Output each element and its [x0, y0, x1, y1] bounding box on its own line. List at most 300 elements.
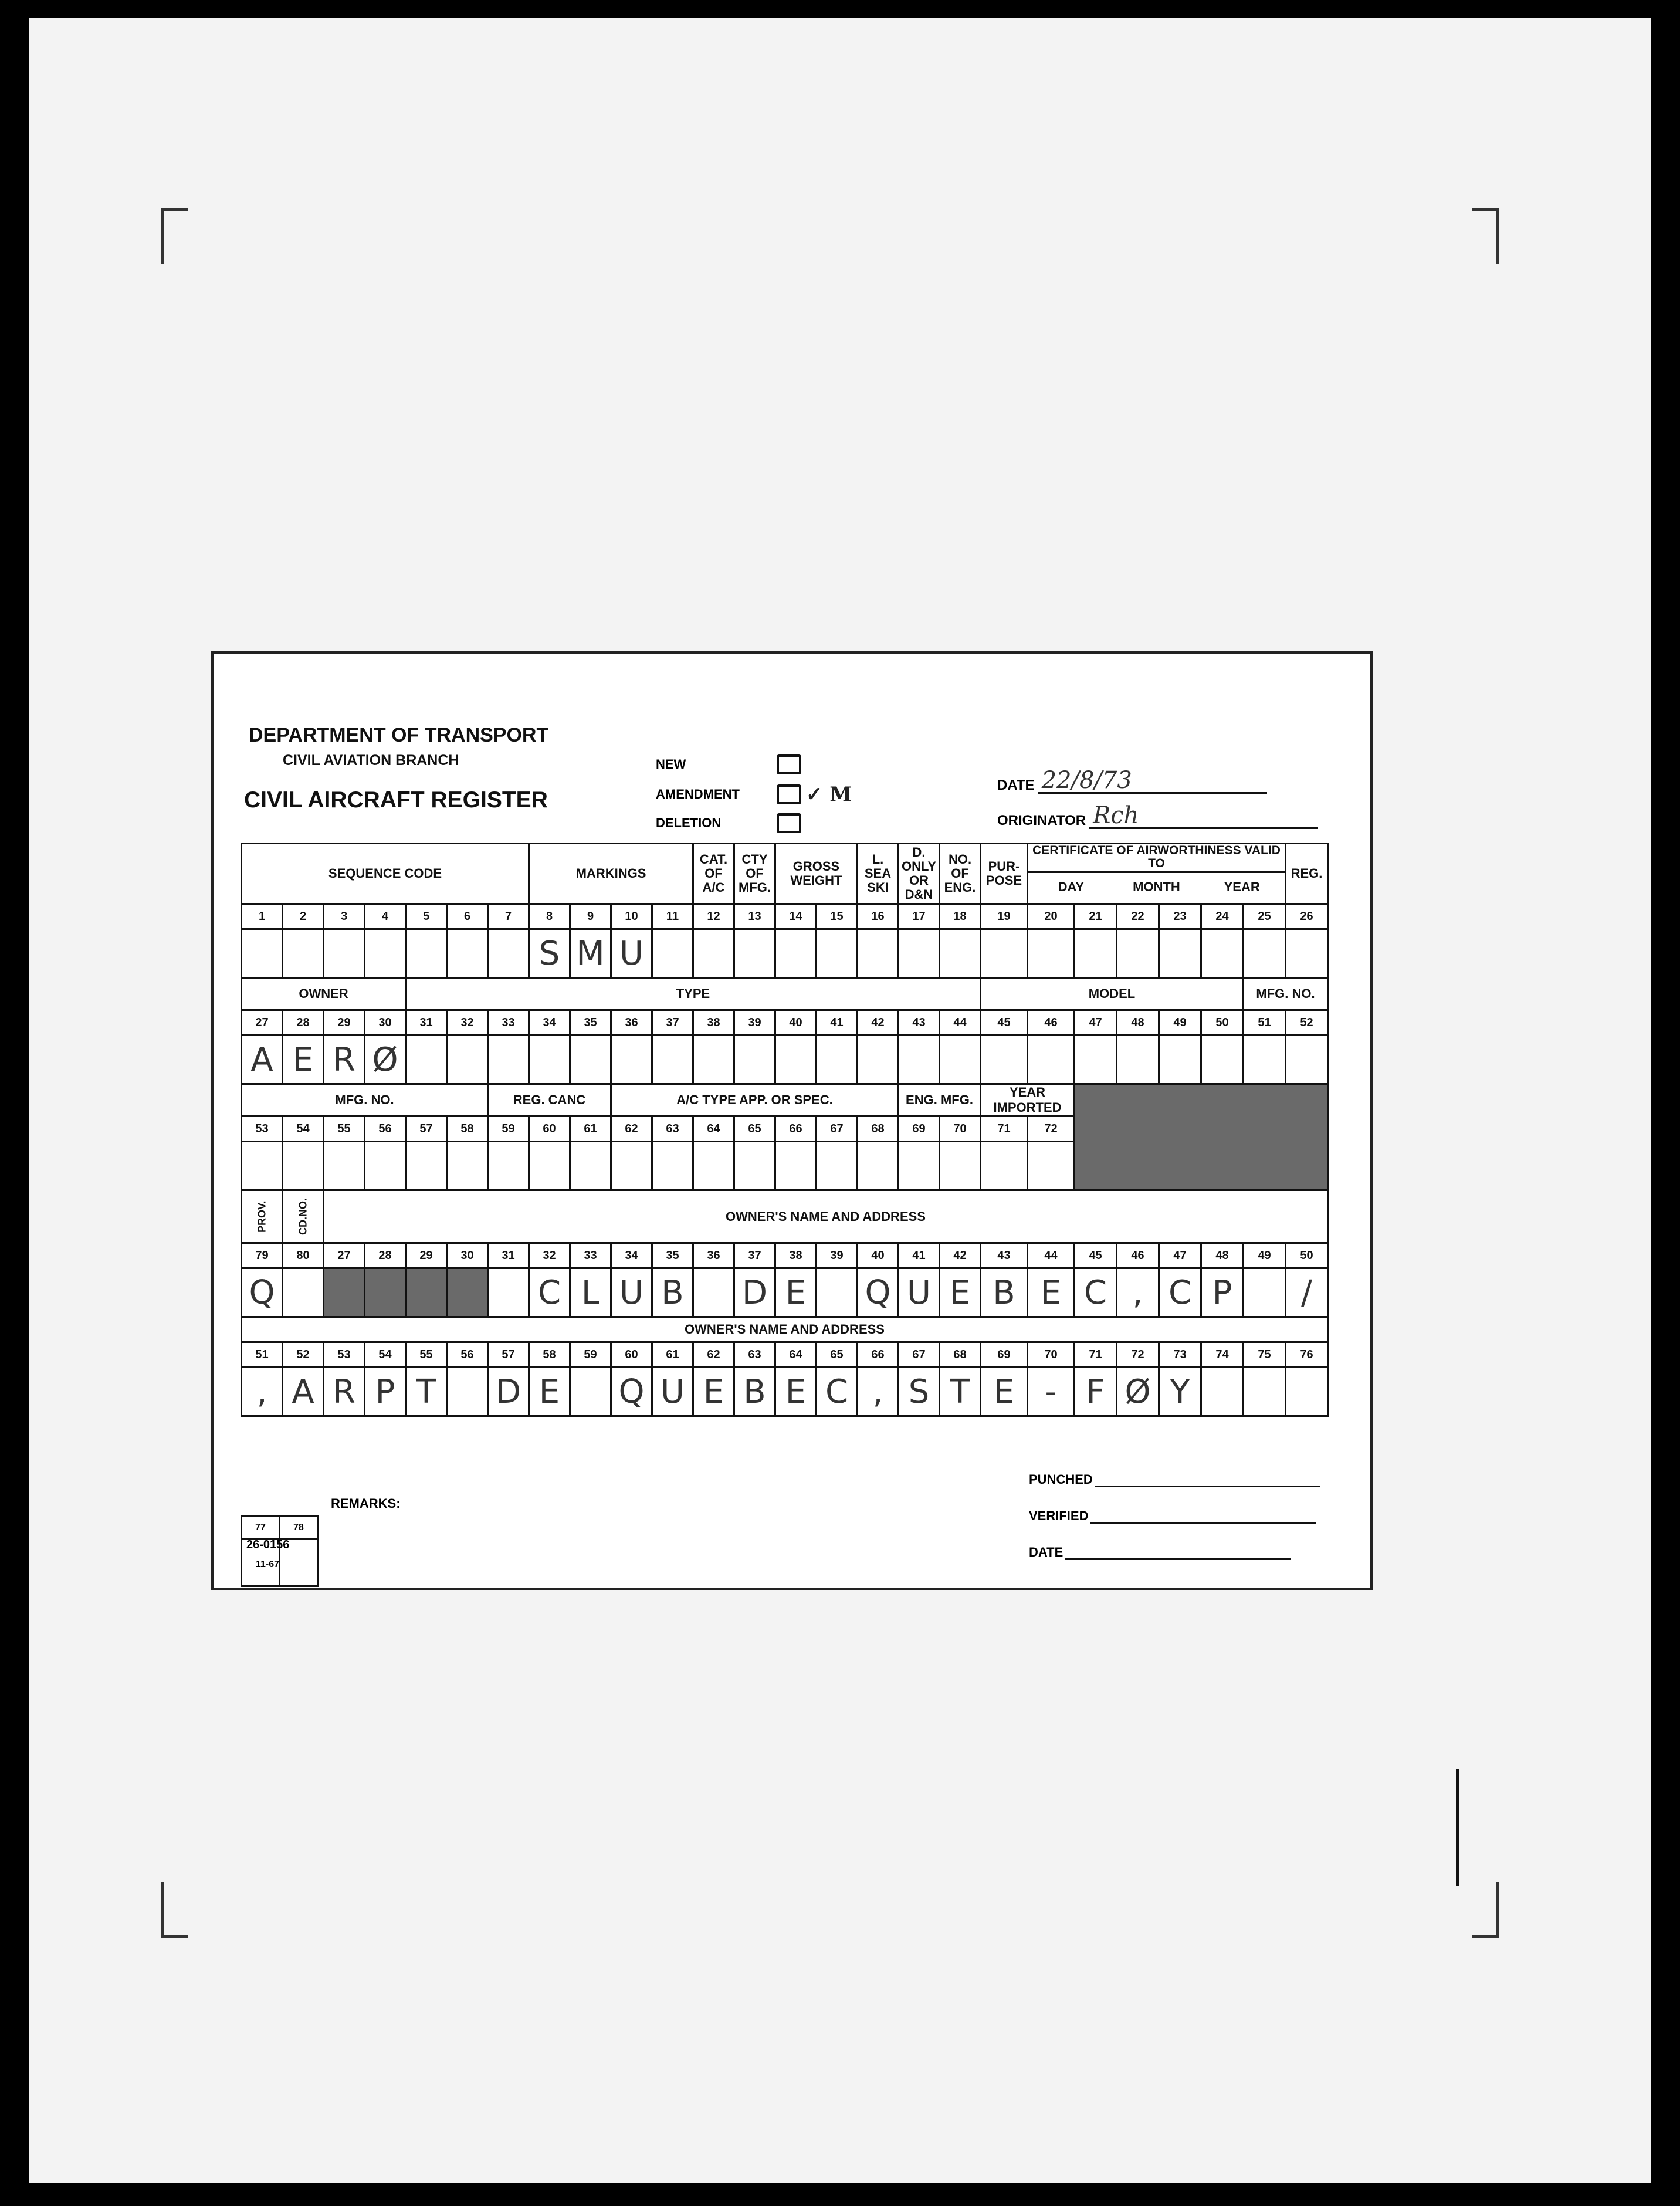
entry-cell[interactable]: [693, 1142, 734, 1190]
entry-cell[interactable]: [981, 1142, 1028, 1190]
entry-cell[interactable]: [734, 929, 775, 978]
col-num: 28: [283, 1010, 324, 1036]
col-num: 54: [365, 1342, 406, 1368]
new-check-row[interactable]: [656, 754, 801, 774]
col-num: 29: [406, 1243, 447, 1268]
col-num: 51: [1244, 1010, 1286, 1036]
col-num: 36: [611, 1010, 652, 1036]
col-num: 67: [817, 1116, 858, 1142]
reg-canc-header: REG. CANC: [488, 1084, 611, 1116]
entry-cell[interactable]: [611, 1142, 652, 1190]
entry-cell[interactable]: Q: [858, 1268, 899, 1317]
date-field[interactable]: [997, 769, 1267, 794]
entry-cell[interactable]: ,: [242, 1368, 283, 1416]
number-row-2: [242, 1010, 1328, 1036]
col-num: 49: [1159, 1010, 1201, 1036]
col-num: 20: [1028, 904, 1075, 929]
entry-cell[interactable]: [775, 1142, 817, 1190]
entry-cell[interactable]: [570, 1368, 611, 1416]
col-num: 6: [447, 904, 488, 929]
entry-cell[interactable]: [1075, 1036, 1117, 1084]
col-num: 31: [406, 1010, 447, 1036]
entry-cell[interactable]: U: [611, 1268, 652, 1317]
col-num: 62: [611, 1116, 652, 1142]
entry-cell[interactable]: [447, 1036, 488, 1084]
col-num: 37: [652, 1010, 693, 1036]
entry-cell: [447, 1268, 488, 1317]
entry-cell[interactable]: Ø: [365, 1036, 406, 1084]
col-num: 65: [817, 1342, 858, 1368]
entry-cell[interactable]: F: [1075, 1368, 1117, 1416]
col-num: 61: [570, 1116, 611, 1142]
form-number: 26-0156: [246, 1538, 290, 1551]
header-row-1: [242, 844, 1328, 904]
col-num: 47: [1159, 1243, 1201, 1268]
entry-cell[interactable]: [1244, 929, 1286, 978]
entry-cell[interactable]: [734, 1036, 775, 1084]
entry-cell[interactable]: [899, 1036, 940, 1084]
col-num: 12: [693, 904, 734, 929]
entry-cell[interactable]: [652, 929, 693, 978]
col-num: 38: [693, 1010, 734, 1036]
col-num: 23: [1159, 904, 1201, 929]
col-num: 42: [858, 1010, 899, 1036]
entry-cell[interactable]: [693, 1036, 734, 1084]
number-row-4: [242, 1243, 1328, 1268]
entry-cell[interactable]: E: [529, 1368, 570, 1416]
entry-cell[interactable]: [858, 1036, 899, 1084]
entry-cell[interactable]: [899, 929, 940, 978]
entry-cell[interactable]: [1244, 1268, 1286, 1317]
col-num: 10: [611, 904, 652, 929]
entry-cell[interactable]: U: [652, 1368, 693, 1416]
entry-cell[interactable]: [940, 929, 981, 978]
model-header: MODEL: [981, 978, 1244, 1010]
entry-cell[interactable]: S: [899, 1368, 940, 1416]
number-row-5: [242, 1342, 1328, 1368]
entry-cell[interactable]: [858, 929, 899, 978]
entry-cell[interactable]: [1286, 1036, 1328, 1084]
entry-cell[interactable]: [1244, 1368, 1286, 1416]
entry-cell[interactable]: [981, 929, 1028, 978]
header-row-5: [242, 1317, 1328, 1342]
entry-cell[interactable]: E: [1028, 1268, 1075, 1317]
owner-header: OWNER: [242, 978, 406, 1010]
entry-cell[interactable]: [324, 929, 365, 978]
amendment-check-row[interactable]: [656, 783, 852, 806]
col-num: 44: [1028, 1243, 1075, 1268]
col-num: 17: [899, 904, 940, 929]
noeng-header: NO. OF ENG.: [940, 844, 981, 904]
entry-cell[interactable]: [858, 1142, 899, 1190]
deletion-checkbox[interactable]: [777, 813, 801, 833]
col-num: 68: [858, 1116, 899, 1142]
entry-cell[interactable]: [488, 1268, 529, 1317]
col-num: 47: [1075, 1010, 1117, 1036]
col-num: 48: [1201, 1243, 1244, 1268]
entry-cell[interactable]: [570, 1036, 611, 1084]
entry-cell[interactable]: -: [1028, 1368, 1075, 1416]
col-num: 43: [899, 1010, 940, 1036]
col-num: 64: [775, 1342, 817, 1368]
verified-field[interactable]: [1029, 1508, 1316, 1524]
col-num: 40: [775, 1010, 817, 1036]
entry-cell[interactable]: [1201, 1036, 1244, 1084]
cert-header: [1028, 844, 1286, 904]
entry-cell[interactable]: [817, 1036, 858, 1084]
entry-cell[interactable]: [488, 1036, 529, 1084]
col-num: 50: [1201, 1010, 1244, 1036]
entry-cell[interactable]: [529, 1036, 570, 1084]
col-num: 38: [775, 1243, 817, 1268]
entry-cell[interactable]: [693, 929, 734, 978]
col-num: 52: [283, 1342, 324, 1368]
entry-cell[interactable]: E: [940, 1268, 981, 1317]
date-value[interactable]: 22/8/73: [1038, 769, 1267, 794]
register-card: [211, 651, 1373, 1590]
col-num: 68: [940, 1342, 981, 1368]
entry-cell[interactable]: L: [570, 1268, 611, 1317]
col-num: 19: [981, 904, 1028, 929]
col-num: 3: [324, 904, 365, 929]
col-num: 53: [324, 1342, 365, 1368]
entry-cell[interactable]: [1201, 1368, 1244, 1416]
entry-cell[interactable]: [447, 929, 488, 978]
col-num: 14: [775, 904, 817, 929]
entry-cell[interactable]: [693, 1268, 734, 1317]
col-num: 50: [1286, 1243, 1328, 1268]
col-num: 34: [529, 1010, 570, 1036]
punched-field[interactable]: [1029, 1471, 1320, 1487]
col-num: 41: [899, 1243, 940, 1268]
crop-mark: [1472, 208, 1499, 264]
entry-cell[interactable]: [1286, 929, 1328, 978]
col-num: 66: [858, 1342, 899, 1368]
col-num: 32: [529, 1243, 570, 1268]
col-num: 29: [324, 1010, 365, 1036]
entry-cell[interactable]: [283, 1268, 324, 1317]
number-row-1: [242, 904, 1328, 929]
entry-cell[interactable]: Ø: [1117, 1368, 1159, 1416]
entry-cell[interactable]: [817, 1142, 858, 1190]
entry-cell[interactable]: Q: [611, 1368, 652, 1416]
amendment-mark: ✓ M: [806, 783, 852, 806]
entry-cell[interactable]: [488, 929, 529, 978]
entry-cell[interactable]: E: [693, 1368, 734, 1416]
cert-day: DAY: [1058, 879, 1085, 894]
year-imported-header: YEAR IMPORTED: [981, 1084, 1075, 1116]
entry-cell[interactable]: [1028, 929, 1075, 978]
col-num: 15: [817, 904, 858, 929]
entry-cell[interactable]: U: [899, 1268, 940, 1317]
entry-cell[interactable]: D: [488, 1368, 529, 1416]
entry-cell[interactable]: [652, 1036, 693, 1084]
entry-cell[interactable]: [1117, 929, 1159, 978]
col-num: 67: [899, 1342, 940, 1368]
entry-cell[interactable]: T: [406, 1368, 447, 1416]
entry-row-1: [242, 929, 1328, 978]
col-num: 45: [981, 1010, 1028, 1036]
entry-cell[interactable]: [529, 1142, 570, 1190]
col-num: 26: [1286, 904, 1328, 929]
entry-cell[interactable]: [1201, 929, 1244, 978]
entry-cell[interactable]: [817, 929, 858, 978]
entry-cell[interactable]: [1286, 1368, 1328, 1416]
crop-mark: [161, 208, 188, 264]
col-num: 78: [280, 1516, 318, 1540]
entry-cell[interactable]: [1028, 1036, 1075, 1084]
col-num: 45: [1075, 1243, 1117, 1268]
entry-cell[interactable]: [734, 1142, 775, 1190]
entry-cell[interactable]: [570, 1142, 611, 1190]
col-num: 13: [734, 904, 775, 929]
col-num: 33: [488, 1010, 529, 1036]
entry-cell[interactable]: [1159, 929, 1201, 978]
entry-cell[interactable]: C: [1159, 1268, 1201, 1317]
col-num: 28: [365, 1243, 406, 1268]
entry-cell[interactable]: [447, 1142, 488, 1190]
entry-cell[interactable]: B: [981, 1268, 1028, 1317]
date-label: DATE: [997, 777, 1035, 793]
entry-cell[interactable]: [1117, 1036, 1159, 1084]
originator-value[interactable]: Rch: [1089, 804, 1318, 829]
col-num: 1: [242, 904, 283, 929]
cat-header: CAT. OF A/C: [693, 844, 734, 904]
entry-cell[interactable]: [242, 1142, 283, 1190]
entry-cell[interactable]: [981, 1036, 1028, 1084]
entry-cell[interactable]: E: [775, 1268, 817, 1317]
col-num: 9: [570, 904, 611, 929]
entry-cell[interactable]: A: [283, 1368, 324, 1416]
col-num: 71: [1075, 1342, 1117, 1368]
entry-cell[interactable]: [817, 1268, 858, 1317]
col-num: 39: [734, 1010, 775, 1036]
entry-cell[interactable]: C: [529, 1268, 570, 1317]
entry-cell[interactable]: /: [1286, 1268, 1328, 1317]
entry-cell[interactable]: [242, 929, 283, 978]
entry-cell[interactable]: [406, 1036, 447, 1084]
entry-cell[interactable]: D: [734, 1268, 775, 1317]
col-num: 51: [242, 1342, 283, 1368]
entry-cell[interactable]: [899, 1142, 940, 1190]
markings-header: MARKINGS: [529, 844, 693, 904]
col-num: 54: [283, 1116, 324, 1142]
col-num: 76: [1286, 1342, 1328, 1368]
branch-title: CIVIL AVIATION BRANCH: [283, 752, 459, 769]
col-num: 46: [1028, 1010, 1075, 1036]
entry-cell: [324, 1268, 365, 1317]
entry-cell[interactable]: [611, 1036, 652, 1084]
entry-cell[interactable]: R: [324, 1036, 365, 1084]
remarks-label: REMARKS:: [331, 1496, 401, 1511]
col-num: 58: [529, 1342, 570, 1368]
col-num: 22: [1117, 904, 1159, 929]
entry-cell[interactable]: U: [611, 929, 652, 978]
col-num: 69: [899, 1116, 940, 1142]
col-num: 61: [652, 1342, 693, 1368]
col-num: 69: [981, 1342, 1028, 1368]
col-num: 72: [1117, 1342, 1159, 1368]
col-num: 52: [1286, 1010, 1328, 1036]
col-num: 53: [242, 1116, 283, 1142]
col-num: 11: [652, 904, 693, 929]
col-num: 41: [817, 1010, 858, 1036]
entry-cell[interactable]: [1159, 1036, 1201, 1084]
col-num: 30: [365, 1010, 406, 1036]
col-num: 75: [1244, 1342, 1286, 1368]
entry-cell[interactable]: [283, 1142, 324, 1190]
entry-cell[interactable]: [365, 929, 406, 978]
entry-row-5: [242, 1368, 1328, 1416]
col-num: 63: [734, 1342, 775, 1368]
register-grid: [241, 843, 1329, 1417]
col-num: 35: [652, 1243, 693, 1268]
col-num: 64: [693, 1116, 734, 1142]
entry-cell[interactable]: [775, 929, 817, 978]
col-num: 72: [1028, 1116, 1075, 1142]
col-num: 74: [1201, 1342, 1244, 1368]
originator-field[interactable]: [997, 804, 1318, 829]
entry-cell[interactable]: R: [324, 1368, 365, 1416]
entry-cell[interactable]: ,: [858, 1368, 899, 1416]
entry-cell[interactable]: P: [365, 1368, 406, 1416]
col-num: 37: [734, 1243, 775, 1268]
scan-line: [1456, 1769, 1459, 1886]
entry-cell[interactable]: C: [817, 1368, 858, 1416]
entry-cell[interactable]: [406, 929, 447, 978]
entry-cell[interactable]: [488, 1142, 529, 1190]
col-num: 42: [940, 1243, 981, 1268]
entry-cell[interactable]: [775, 1036, 817, 1084]
col-num: 18: [940, 904, 981, 929]
new-checkbox[interactable]: [777, 754, 801, 774]
cert-month: MONTH: [1133, 879, 1180, 894]
col-num: 59: [488, 1116, 529, 1142]
col-num: 2: [283, 904, 324, 929]
entry-cell[interactable]: [365, 1142, 406, 1190]
entry-cell[interactable]: E: [775, 1368, 817, 1416]
col-num: 80: [283, 1243, 324, 1268]
entry-cell[interactable]: B: [734, 1368, 775, 1416]
col-num: 21: [1075, 904, 1117, 929]
gross-weight-header: GROSS WEIGHT: [775, 844, 858, 904]
new-label: NEW: [656, 757, 686, 772]
owner-name-header: OWNER'S NAME AND ADDRESS: [324, 1190, 1328, 1243]
col-num: 66: [775, 1116, 817, 1142]
col-num: 60: [611, 1342, 652, 1368]
entry-cell[interactable]: P: [1201, 1268, 1244, 1317]
col-num: 73: [1159, 1342, 1201, 1368]
entry-cell[interactable]: M: [570, 929, 611, 978]
donly-header: D. ONLY OR D&N: [899, 844, 940, 904]
header-row-3: [242, 1084, 1328, 1116]
ac-type-header: A/C TYPE APP. OR SPEC.: [611, 1084, 899, 1116]
cdno-header: CD.NO.: [283, 1190, 324, 1243]
col-num: 55: [324, 1116, 365, 1142]
col-num: 49: [1244, 1243, 1286, 1268]
date-sign-field[interactable]: [1029, 1544, 1291, 1560]
col-num: 31: [488, 1243, 529, 1268]
entry-cell[interactable]: E: [981, 1368, 1028, 1416]
col-num: 4: [365, 904, 406, 929]
entry-cell[interactable]: [283, 929, 324, 978]
entry-cell[interactable]: B: [652, 1268, 693, 1317]
entry-cell[interactable]: Y: [1159, 1368, 1201, 1416]
entry-cell[interactable]: ,: [1117, 1268, 1159, 1317]
col-num: 35: [570, 1010, 611, 1036]
col-num: 40: [858, 1243, 899, 1268]
entry-cell[interactable]: [1028, 1142, 1075, 1190]
entry-cell[interactable]: Q: [242, 1268, 283, 1317]
col-num: 48: [1117, 1010, 1159, 1036]
cert-year: YEAR: [1224, 879, 1260, 894]
col-num: 57: [488, 1342, 529, 1368]
col-num: 30: [447, 1243, 488, 1268]
amendment-label: AMENDMENT: [656, 787, 740, 801]
deletion-check-row[interactable]: [656, 813, 801, 833]
col-num: 70: [1028, 1342, 1075, 1368]
col-num: 44: [940, 1010, 981, 1036]
entry-cell[interactable]: [940, 1036, 981, 1084]
entry-cell[interactable]: [940, 1142, 981, 1190]
entry-cell[interactable]: [447, 1368, 488, 1416]
type-header: TYPE: [406, 978, 981, 1010]
header-row-2: [242, 978, 1328, 1010]
entry-cell[interactable]: E: [283, 1036, 324, 1084]
date-sign-label: DATE: [1029, 1545, 1063, 1559]
col-num: 62: [693, 1342, 734, 1368]
amendment-checkbox[interactable]: [777, 784, 801, 804]
col-num: 46: [1117, 1243, 1159, 1268]
entry-cell[interactable]: T: [940, 1368, 981, 1416]
col-num: 58: [447, 1116, 488, 1142]
crop-mark: [161, 1882, 188, 1938]
col-num: 27: [324, 1243, 365, 1268]
entry-cell[interactable]: [652, 1142, 693, 1190]
form-date: 11-67: [256, 1559, 280, 1569]
entry-cell[interactable]: C: [1075, 1268, 1117, 1317]
eng-mfg-header: ENG. MFG.: [899, 1084, 981, 1116]
originator-label: ORIGINATOR: [997, 813, 1086, 828]
owner-name-header-2: OWNER'S NAME AND ADDRESS: [242, 1317, 1328, 1342]
col-num: 70: [940, 1116, 981, 1142]
col-num: 5: [406, 904, 447, 929]
col-num: 60: [529, 1116, 570, 1142]
col-num: 71: [981, 1116, 1028, 1142]
entry-cell[interactable]: [324, 1142, 365, 1190]
col-num: 79: [242, 1243, 283, 1268]
sequence-code-header: SEQUENCE CODE: [242, 844, 529, 904]
entry-cell[interactable]: S: [529, 929, 570, 978]
col-num: 39: [817, 1243, 858, 1268]
col-num: 63: [652, 1116, 693, 1142]
purpose-header: PUR-POSE: [981, 844, 1028, 904]
entry-row-2: [242, 1036, 1328, 1084]
header-row-4: [242, 1190, 1328, 1243]
col-num: 8: [529, 904, 570, 929]
entry-cell[interactable]: A: [242, 1036, 283, 1084]
entry-cell[interactable]: [1244, 1036, 1286, 1084]
mfg-no-header: MFG. NO.: [1244, 978, 1328, 1010]
col-num: 57: [406, 1116, 447, 1142]
col-num: 27: [242, 1010, 283, 1036]
col-num: 56: [447, 1342, 488, 1368]
col-num: 25: [1244, 904, 1286, 929]
entry-cell[interactable]: [1075, 929, 1117, 978]
entry-cell[interactable]: [406, 1142, 447, 1190]
register-title: CIVIL AIRCRAFT REGISTER: [244, 787, 548, 813]
col-num: 77: [242, 1516, 280, 1540]
